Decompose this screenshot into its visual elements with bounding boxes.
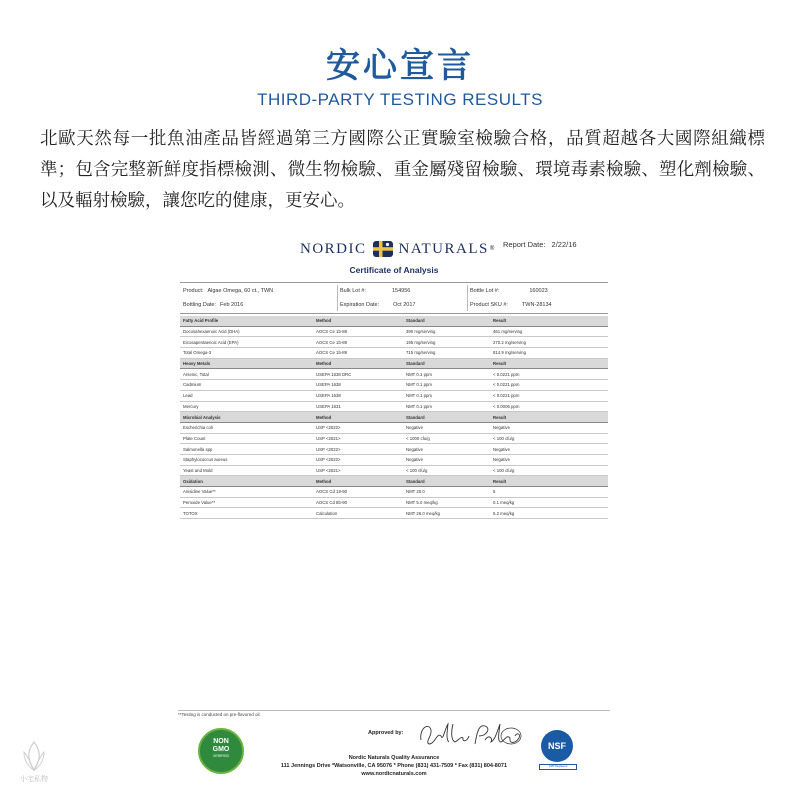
results-table: [180, 316, 608, 519]
qa-label: Nordic Naturals Quality Assurance: [348, 755, 440, 761]
table-cell: Fatty Acid Profile: [180, 316, 313, 326]
table-cell: 715 mg/serving: [403, 348, 490, 359]
table-cell: Standard: [403, 316, 490, 326]
table-cell: AOCS Ce 1b-89: [313, 348, 403, 359]
table-cell: Eicosapentaenoic Acid (EPA): [180, 337, 313, 348]
table-cell: Anisidine Value**: [180, 487, 313, 498]
table-cell: NMT 0.1 ppm: [403, 380, 490, 391]
table-cell: AOCS Ce 1b-89: [313, 326, 403, 337]
table-row: [180, 433, 608, 444]
table-section-header: [180, 358, 608, 369]
table-cell: Cadmium: [180, 380, 313, 391]
table-cell: Negative: [490, 444, 608, 455]
report-date: [503, 240, 577, 249]
table-cell: Result: [490, 316, 608, 326]
table-cell: Peroxide Value**: [180, 497, 313, 508]
table-cell: 195 mg/serving: [403, 337, 490, 348]
table-cell: Negative: [490, 454, 608, 465]
table-cell: < 0.0221 ppm: [490, 390, 608, 401]
table-cell: Plate Count: [180, 433, 313, 444]
table-row: [180, 487, 608, 498]
table-row: [180, 422, 608, 433]
table-cell: < 100 cfu/g: [490, 433, 608, 444]
table-cell: Docosahexaenoic Acid (DHA): [180, 326, 313, 337]
table-row: [180, 390, 608, 401]
table-cell: Method: [313, 358, 403, 369]
table-cell: Staphylococcus aureus: [180, 454, 313, 465]
table-row: [180, 401, 608, 412]
watermark: 小宅私物: [14, 740, 54, 784]
table-cell: Negative: [403, 444, 490, 455]
table-cell: USP <2022>: [313, 444, 403, 455]
table-cell: USEPA 1638: [313, 380, 403, 391]
table-cell: USP <2022>: [313, 422, 403, 433]
table-cell: < 0.0221 ppm: [490, 380, 608, 391]
table-cell: Arsenic, Total: [180, 369, 313, 380]
table-cell: 390 mg/serving: [403, 326, 490, 337]
website: www.nordicnaturals.com: [361, 771, 427, 777]
flower-watermark-icon: [20, 740, 48, 772]
bottling-date-field: Bottling Date: Feb 2016: [183, 302, 244, 308]
table-cell: Result: [490, 358, 608, 369]
table-cell: 5: [490, 487, 608, 498]
table-cell: USP <2022>: [313, 454, 403, 465]
table-row: [180, 369, 608, 380]
address: 111 Jennings Drive *Watsonville, CA 95076 * Phone (831) 431-7509 * Fax (831) 804-8071: [280, 763, 508, 769]
table-cell: AOCS Cd 8b-90: [313, 497, 403, 508]
footer-divider: [178, 710, 610, 711]
table-row: [180, 380, 608, 391]
table-cell: NMT 26.0 meq/kg: [403, 508, 490, 519]
table-row: [180, 348, 608, 359]
registered-mark: ®: [489, 246, 495, 252]
table-cell: 0.1 meq/kg: [490, 497, 608, 508]
nsf-logo: NSF: [541, 730, 573, 762]
product-info: [180, 282, 608, 314]
report-date-value: 2/22/16: [551, 240, 577, 249]
table-cell: Method: [313, 476, 403, 487]
table-cell: USEPA 1638: [313, 390, 403, 401]
table-cell: Salmonella spp: [180, 444, 313, 455]
table-row: [180, 508, 608, 519]
table-cell: NMT 20.0: [403, 487, 490, 498]
table-cell: 270.2 mg/serving: [490, 337, 608, 348]
footnote: **Testing is conducted on pre-flavored oil.: [178, 712, 261, 717]
non-gmo-verified-seal: NON GMO VERIFIED: [198, 728, 244, 774]
table-cell: < 100 cfu/g: [490, 465, 608, 476]
table-section-header: [180, 476, 608, 487]
table-row: [180, 497, 608, 508]
page-title: 安心宣言: [326, 46, 474, 86]
nordic-flag-icon: [372, 239, 394, 259]
table-cell: Result: [490, 412, 608, 423]
table-cell: Mercury: [180, 401, 313, 412]
brand-logo: [300, 238, 494, 260]
table-cell: < 0.0006 ppm: [490, 401, 608, 412]
nsf-gmp-tag: GMP Registered: [539, 764, 577, 770]
table-cell: Yeast and Mold: [180, 465, 313, 476]
table-cell: AOCS Cd 18-90: [313, 487, 403, 498]
table-cell: Standard: [403, 412, 490, 423]
table-cell: Heavy Metals: [180, 358, 313, 369]
table-cell: < 100 cfu/g: [403, 465, 490, 476]
table-cell: < 0.0221 ppm: [490, 369, 608, 380]
table-cell: < 1000 cfu/g: [403, 433, 490, 444]
report-date-label: Report Date:: [503, 240, 546, 249]
table-row: [180, 326, 608, 337]
table-cell: Method: [313, 412, 403, 423]
brand-right: NATURALS: [398, 240, 489, 257]
certificate-title: Certificate of Analysis: [349, 265, 439, 275]
table-cell: Negative: [403, 422, 490, 433]
table-cell: USEPA 1638 DRC: [313, 369, 403, 380]
table-cell: Oxidation: [180, 476, 313, 487]
table-cell: AOCS Ce 1b-89: [313, 337, 403, 348]
table-cell: NMT 0.1 ppm: [403, 390, 490, 401]
table-cell: Negative: [490, 422, 608, 433]
table-cell: Lead: [180, 390, 313, 401]
signature: [415, 718, 525, 750]
table-cell: NMT 0.1 ppm: [403, 369, 490, 380]
table-row: [180, 465, 608, 476]
table-row: [180, 454, 608, 465]
intro-paragraph: 北歐天然每一批魚油產品皆經過第三方國際公正實驗室檢驗合格，品質超越各大國際組織標準；包含完整新鮮度指標檢測、微生物檢驗、重金屬殘留檢驗、環境毒素檢驗、塑化劑檢驗、以及輻射檢驗，讓您吃的健康，更安心。: [40, 129, 765, 211]
page-subtitle: THIRD-PARTY TESTING RESULTS: [257, 90, 543, 109]
table-cell: TOTOX: [180, 508, 313, 519]
table-cell: NMT 5.0 meq/kg: [403, 497, 490, 508]
table-cell: NMT 0.1 ppm: [403, 401, 490, 412]
table-cell: Total Omega-3: [180, 348, 313, 359]
table-cell: 461 mg/serving: [490, 326, 608, 337]
expiration-date-field: Expiration Date: Oct 2017: [340, 302, 416, 308]
product-field: Product: Algae Omega, 60 ct., TWN: [183, 288, 274, 294]
table-cell: USP <2021>: [313, 433, 403, 444]
certificate-of-analysis: [178, 232, 610, 777]
table-cell: USEPA 1631: [313, 401, 403, 412]
table-cell: 814.9 mg/serving: [490, 348, 608, 359]
table-cell: Method: [313, 316, 403, 326]
table-cell: Negative: [403, 454, 490, 465]
table-cell: Microbial Analysis: [180, 412, 313, 423]
table-cell: Result: [490, 476, 608, 487]
table-row: [180, 337, 608, 348]
brand-left: NORDIC: [300, 240, 367, 257]
bottle-lot-field: Bottle Lot #: 160023: [470, 288, 548, 294]
table-section-header: [180, 316, 608, 326]
table-section-header: [180, 412, 608, 423]
table-cell: USP <2021>: [313, 465, 403, 476]
table-cell: Calculation: [313, 508, 403, 519]
table-cell: Standard: [403, 358, 490, 369]
table-cell: Standard: [403, 476, 490, 487]
product-sku-field: Product SKU #: TWN-28134: [470, 302, 552, 308]
table-row: [180, 444, 608, 455]
table-cell: Escherichia coli: [180, 422, 313, 433]
bulk-lot-field: Bulk Lot #: 154956: [340, 288, 411, 294]
approved-by-label: Approved by:: [368, 730, 404, 736]
table-cell: 5.2 meq/kg: [490, 508, 608, 519]
